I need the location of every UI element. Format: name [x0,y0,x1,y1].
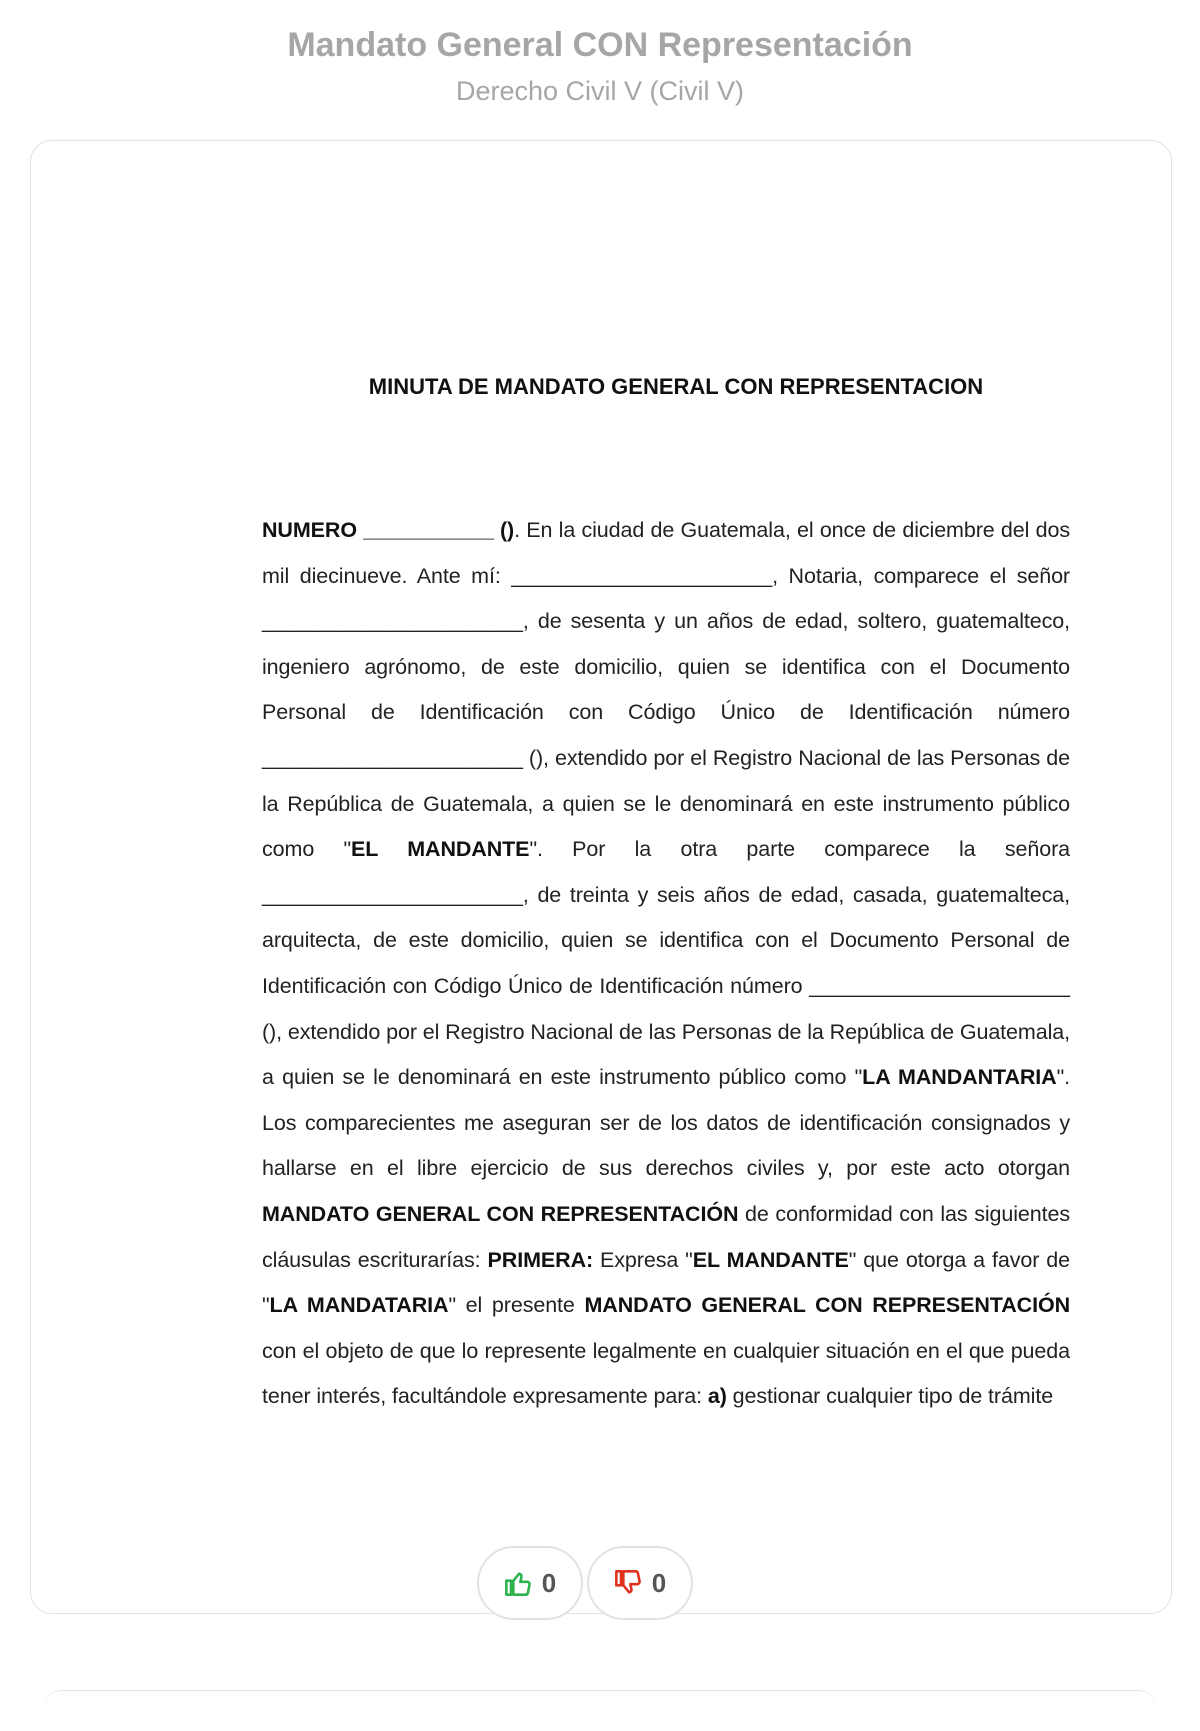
bold-segment: NUMERO ___________ () [262,518,515,542]
bold-segment: LA MANDANTARIA [862,1065,1057,1090]
thumbs-up-icon [504,1569,532,1597]
bold-segment: EL MANDANTE [692,1247,849,1272]
text-segment: " que otorga a favor de " [262,1247,1070,1318]
bold-segment: MANDATO GENERAL CON REPRESENTACIÓN [584,1293,1071,1318]
bold-segment: EL MANDANTE [351,837,530,862]
upvote-button[interactable] [477,1546,583,1620]
document-body-paragraph [262,508,1070,1420]
bold-segment: a) [707,1384,727,1409]
text-segment: con el objeto de que lo represente legalmente en cualquier situación en el que pueda tener interés, facultándole expresamente para: [262,1338,1070,1409]
vote-bar [477,1546,697,1622]
bold-segment: PRIMERA: [487,1247,594,1272]
next-card-edge [44,1690,1156,1731]
text-segment: ". Los comparecientes me aseguran ser de los datos de identificación consignados y hallarse en el libre ejercicio de sus derechos civiles y, por este acto otorgan [262,1065,1071,1181]
text-segment: ". Por la otra parte comparece la señora ______________________, de treinta y seis años de edad, casada, guatemalteca, arquitecta, de este domicilio, quien se identifica con el Documento Personal de Identificación con Código Único de Identificación número ______________________ (), extendido por el Registro Nacional de las Personas de la República de Guatemala, a quien se le denominará en este instrumento público como " [262,837,1070,1090]
upvote-count: 0 [541,1567,557,1598]
bold-segment: MANDATO GENERAL CON REPRESENTACIÓN [262,1201,739,1226]
downvote-count: 0 [651,1567,667,1598]
course-subtitle: Derecho Civil V (Civil V) [455,76,745,106]
document-title: Mandato General CON Representación [287,26,913,64]
text-segment: " el presente [448,1293,585,1318]
bold-segment: LA MANDATARIA [269,1293,449,1318]
text-segment: Expresa " [593,1247,693,1272]
text-segment: gestionar cualquier tipo de trámite [726,1384,1054,1409]
text-segment: . En la ciudad de Guatemala, el once de diciembre del dos mil diecinueve. Ante mí: ______________________, Notaria, comparece el señor ______________________, de sesenta y un años de edad, soltero, guatemalteco, ingeniero agrónomo, de este domicilio, quien se identifica con el Documento Personal de Identificación con Código Único de Identificación número ______________________ (), extendido por el Registro Nacional de las Personas de la República de Guatemala, a quien se le denominará en este instrumento público como " [262,518,1070,862]
thumbs-down-icon [614,1569,642,1597]
minuta-heading: MINUTA DE MANDATO GENERAL CON REPRESENTACION [368,374,984,399]
text-segment: de conformidad con las siguientes cláusulas escriturarías: [262,1201,1071,1272]
downvote-button[interactable] [587,1546,693,1620]
